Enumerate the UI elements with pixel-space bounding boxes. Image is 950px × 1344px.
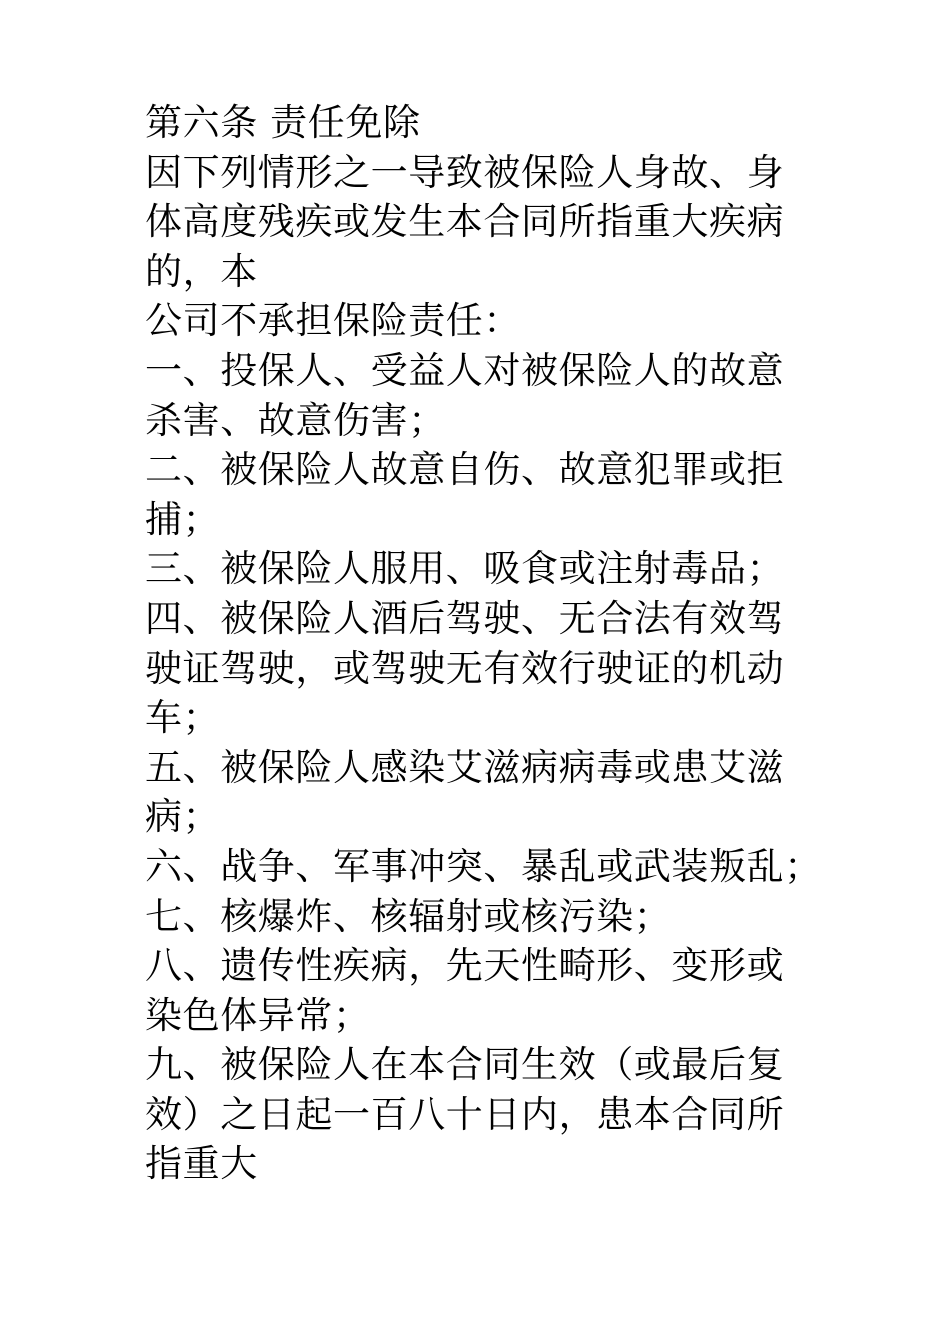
list-item-continued: 驶证驾驶，或驾驶无有效行驶证的机动	[145, 646, 785, 690]
list-item: 四、被保险人酒后驾驶、无合法有效驾	[145, 596, 785, 640]
section-heading: 第六条 责任免除	[145, 101, 421, 144]
list-item: 八、遗传性疾病，先天性畸形、变形或	[145, 944, 785, 988]
list-item: 五、被保险人感染艾滋病病毒或患艾滋	[145, 745, 785, 789]
list-item-continued: 车；	[145, 696, 221, 740]
text-line: 体高度残疾或发生本合同所指重大疾病	[145, 200, 785, 244]
list-item: 六、战争、军事冲突、暴乱或武装叛乱；	[145, 844, 822, 888]
text-line: 因下列情形之一导致被保险人身故、身	[145, 150, 785, 194]
list-item-continued: 染色体异常；	[145, 993, 371, 1037]
list-item-continued: 效）之日起一百八十日内，患本合同所	[145, 1092, 785, 1136]
list-item-continued: 捕；	[145, 497, 221, 541]
list-item: 一、投保人、受益人对被保险人的故意	[145, 348, 785, 392]
list-item: 二、被保险人故意自伤、故意犯罪或拒	[145, 448, 785, 492]
list-item-continued: 杀害、故意伤害；	[145, 398, 446, 442]
text-line: 公司不承担保险责任：	[145, 299, 521, 343]
list-item: 九、被保险人在本合同生效（或最后复	[145, 1043, 785, 1087]
list-item: 七、核爆炸、核辐射或核污染；	[145, 894, 672, 938]
list-item: 三、被保险人服用、吸食或注射毒品；	[145, 547, 785, 591]
list-item-continued: 指重大	[145, 1142, 258, 1186]
list-item-continued: 病；	[145, 795, 221, 839]
document-page	[145, 98, 822, 1189]
text-line: 的，本	[145, 249, 258, 293]
